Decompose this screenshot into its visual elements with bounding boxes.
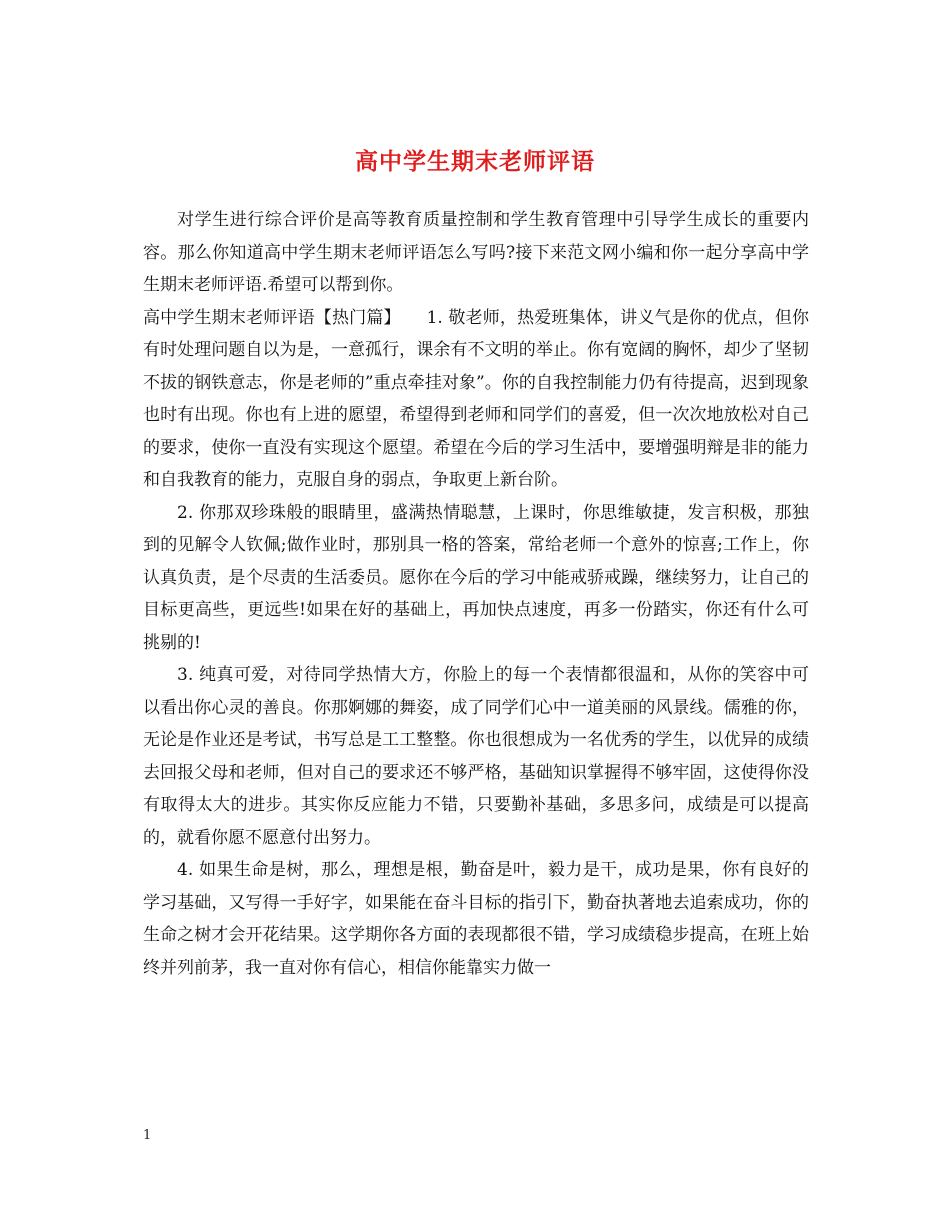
document-body — [143, 204, 809, 984]
comment-paragraph-1: 高中学生期末老师评语【热门篇】 1. 敬老师，热爱班集体，讲义气是你的优点，但你有时处理问题自以为是，一意孤行，课余有不文明的举止。你有宽阔的胸怀，却少了坚韧不拔的钢铁意志，你是老师的”重点牵挂对象”。你的自我控制能力仍有待提高，迟到现象也时有出现。你也有上进的愿望，希望得到老师和同学们的喜爱，但一次次地放松对自己的要求，使你一直没有实现这个愿望。希望在今后的学习生活中，要增强明辩是非的能力和自我教育的能力，克服自身的弱点，争取更上新台阶。 — [143, 307, 809, 490]
comment-paragraph-3: 3. 纯真可爱，对待同学热情大方，你脸上的每一个表情都很温和，从你的笑容中可以看出你心灵的善良。你那婀娜的舞姿，成了同学们心中一道美丽的风景线。儒雅的你，无论是作业还是考试，书写总是工工整整。你也很想成为一名优秀的学生，以优异的成绩去回报父母和老师，但对自己的要求还不够严格，基础知识掌握得不够牢固，这使得你没有取得太大的进步。其实你反应能力不错，只要勤补基础，多思多问，成绩是可以提高的，就看你愿不愿意付出努力。 — [143, 665, 809, 848]
comment-paragraph-4: 4. 如果生命是树，那么，理想是根，勤奋是叶，毅力是干，成功是果，你有良好的学习基础，又写得一手好字，如果能在奋斗目标的指引下，勤奋执著地去追索成功，你的生命之树才会开花结果。这学期你各方面的表现都很不错，学习成绩稳步提高，在班上始终并列前茅，我一直对你有信心，相信你能靠实力做一 — [143, 860, 809, 978]
document-title: 高中学生期末老师评语 — [355, 148, 595, 176]
comment-paragraph-2: 2. 你那双珍珠般的眼睛里，盛满热情聪慧，上课时，你思维敏捷，发言积极，那独到的见解令人钦佩;做作业时，那别具一格的答案，常给老师一个意外的惊喜;工作上，你认真负责，是个尽责的生活委员。愿你在今后的学习中能戒骄戒躁，继续努力，让自己的目标更高些，更远些!如果在好的基础上，再加快点速度，再多一份踏实，你还有什么可挑剔的! — [143, 502, 809, 653]
intro-paragraph: 对学生进行综合评价是高等教育质量控制和学生教育管理中引导学生成长的重要内容。那么你知道高中学生期末老师评语怎么写吗?接下来范文网小编和你一起分享高中学生期末老师评语.希望可以帮到你。 — [143, 210, 809, 295]
page-number: 1 — [143, 1128, 152, 1143]
